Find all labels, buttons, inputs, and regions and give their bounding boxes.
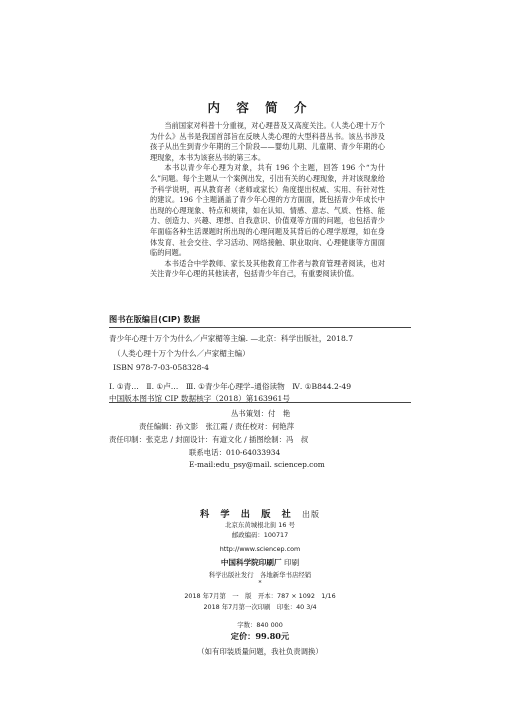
distribution-line: 科学出版社发行 各地新华书店经销 bbox=[208, 571, 312, 579]
word-count: 字数：840 000 bbox=[237, 621, 283, 629]
cip-record-number: 中国版本图书馆 CIP 数据核字（2018）第163961号 bbox=[109, 394, 290, 403]
cip-heading: 图书在版编目(CIP) 数据 bbox=[109, 314, 200, 324]
publisher-name bbox=[0, 506, 520, 520]
cip-bottom-rule bbox=[109, 402, 411, 403]
responsible-editors: 责任编辑：孙文影 张江霞 / 责任校对：何艳萍 bbox=[139, 422, 295, 431]
cip-title-line: 青少年心理十万个为什么／卢家楣等主编. —北京：科学出版社，2018.7 bbox=[109, 334, 354, 343]
publisher-postcode: 邮政编码：100717 bbox=[231, 531, 289, 539]
printer-suffix: 印刷 bbox=[283, 558, 300, 567]
cip-top-rule bbox=[109, 327, 411, 328]
price: 定价：99.80元 bbox=[230, 631, 290, 641]
cip-classification: Ⅰ. ①青… Ⅱ. ①卢… Ⅲ. ①青少年心理学–通俗读物 Ⅳ. ①B844.2-49 bbox=[109, 382, 352, 391]
quality-notice: （如有印装质量问题，我社负责调换） bbox=[197, 647, 323, 656]
publisher-address: 北京东黄城根北街 16 号 bbox=[225, 521, 295, 529]
cip-isbn: ISBN 978-7-03-058328-4 bbox=[113, 363, 209, 372]
publisher-name-suffix: 出版 bbox=[301, 510, 320, 519]
cip-series-line: （人类心理十万个为什么／卢家楣主编） bbox=[113, 349, 250, 358]
separator-star: * bbox=[258, 580, 262, 587]
series-planner: 丛书策划：付 艳 bbox=[231, 409, 291, 418]
intro-paragraph-2: 本书以青少年心理为对象，共有 196 个主题，回答 196 个“为什么”问题。每个主题从一个案例出发，引出有关的心理现象，并对该现象给予科学说明，再从教育者（老师或家长）角度提出权威、实用、有针对性的建议。196 个主题涵盖了青少年心理的方方面面，既包括青少年成长中出现的心理现象、特点和规律，如在认知、情感、意志、气质、性格、能力、创造力、兴趣、理想、自我意识、价值观等方面的问题，也包括青少年面临各种生活课题时所出现的心理问题及其背后的心理学原理，如在身体发育、社会交往、学习活动、网络接触、职业取向、心理健康等方面面临的问题。 bbox=[150, 163, 385, 258]
intro-title: 内 容 简 介 bbox=[207, 100, 313, 115]
publisher-name-text: 科 学 出 版 社 bbox=[200, 509, 295, 520]
printer-line bbox=[0, 557, 520, 568]
printing-sheets-line: 2018 年7月第一次印刷 印张：40 3/4 bbox=[203, 603, 317, 611]
contact-phone: 联系电话：010-64033934 bbox=[189, 448, 281, 457]
intro-paragraph-1: 当前国家对科普十分重视，对心理普及又高度关注。《人类心理十万个为什么》丛书是我国首部旨在反映人类心理的大型科普丛书。该丛书涉及孩子从出生到青少年期的三个阶段——婴幼儿期、儿童期、青少年期的心理现象，本书为该套丛书的第三本。 bbox=[150, 121, 385, 162]
intro-paragraph-3: 本书适合中学教师、家长及其他教育工作者与教育管理者阅读，也对关注青少年心理的其他读者，包括青少年自己，有重要阅读价值。 bbox=[150, 258, 385, 279]
edition-format-line: 2018 年7月第 一 版 开本：787 × 1092 1/16 bbox=[184, 592, 336, 600]
print-and-design-credits: 责任印制：张克忠 / 封面设计：有道文化 / 插图绘制：冯 叔 bbox=[109, 435, 309, 444]
contact-email: E-mail:edu_psy@mail. sciencep.com bbox=[189, 460, 325, 469]
publisher-website: http://www.sciencep.com bbox=[219, 545, 301, 553]
printer-name: 中国科学院印刷厂 bbox=[220, 558, 282, 567]
intro-body bbox=[150, 121, 385, 280]
